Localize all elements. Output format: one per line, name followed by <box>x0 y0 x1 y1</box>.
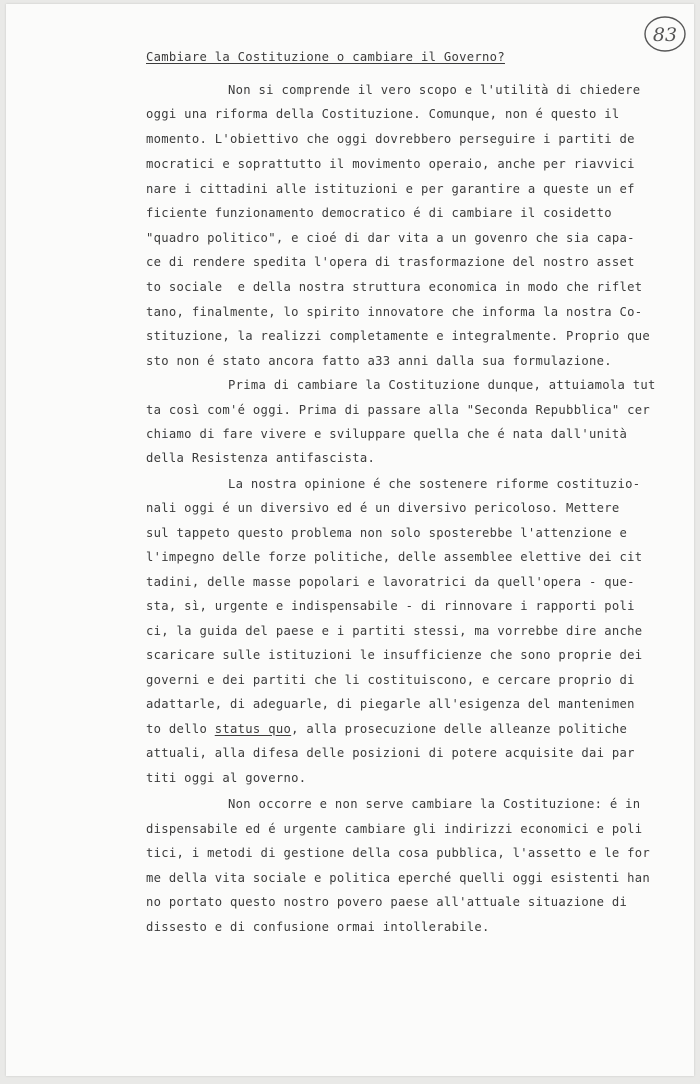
text-line: tadini, delle masse popolari e lavoratrici da quell'opera - que- <box>146 575 635 589</box>
text-line: to sociale e della nostra struttura economica in modo che riflet <box>146 280 643 294</box>
text-line: stituzione, la realizzi completamente e integralmente. Proprio que <box>146 329 651 343</box>
text-line: chiamo di fare vivere e sviluppare quella che é nata dall'unità <box>146 427 628 441</box>
text-line: sto non é stato ancora fatto a33 anni dalla sua formulazione. <box>146 354 612 368</box>
document-page <box>6 4 694 1076</box>
text-line: attuali, alla difesa delle posizioni di potere acquisite dai par <box>146 746 635 760</box>
text-line: governi e dei partiti che li costituiscono, e cercare proprio di <box>146 673 635 687</box>
text-line: ficiente funzionamento democratico é di cambiare il cosidetto <box>146 206 612 220</box>
text-line: me della vita sociale e politica eperché quelli oggi esistenti han <box>146 871 651 885</box>
text-line: Non occorre e non serve cambiare la Costituzione: é in <box>228 797 641 811</box>
text-line: ci, la guida del paese e i partiti stessi, ma vorrebbe dire anche <box>146 624 643 638</box>
text-line: sul tappeto questo problema non solo sposterebbe l'attenzione e <box>146 526 628 540</box>
text-line: della Resistenza antifascista. <box>146 451 376 465</box>
text-line: oggi una riforma della Costituzione. Comunque, non é questo il <box>146 107 620 121</box>
text-line: dissesto e di confusione ormai intollerabile. <box>146 920 490 934</box>
text-line: momento. L'obiettivo che oggi dovrebbero perseguire i partiti de <box>146 132 635 146</box>
text-line: dispensabile ed é urgente cambiare gli indirizzi economici e poli <box>146 822 643 836</box>
text-segment: , alla prosecuzione delle alleanze politiche <box>291 722 628 736</box>
document-body <box>6 4 694 1076</box>
text-line: no portato questo nostro povero paese all'attuale situazione di <box>146 895 628 909</box>
text-segment: to dello <box>146 722 215 736</box>
text-line: sta, sì, urgente e indispensabile - di rinnovare i rapporti poli <box>146 599 635 613</box>
text-line: "quadro politico", e cioé di dar vita a un govenro che sia capa- <box>146 231 635 245</box>
text-line: l'impegno delle forze politiche, delle assemblee elettive dei cit <box>146 550 643 564</box>
underlined-term: status quo <box>214 722 292 736</box>
text-line: tano, finalmente, lo spirito innovatore che informa la nostra Co- <box>146 305 643 319</box>
document-title: Cambiare la Costituzione o cambiare il Governo? <box>146 50 505 64</box>
text-line: scaricare sulle istituzioni le insufficienze che sono proprie dei <box>146 648 643 662</box>
text-line: nare i cittadini alle istituzioni e per garantire a queste un ef <box>146 182 635 196</box>
text-line: tici, i metodi di gestione della cosa pubblica, l'assetto e le for <box>146 846 651 860</box>
text-line: adattarle, di adeguarle, di piegarle all'esigenza del mantenimen <box>146 697 635 711</box>
text-line: La nostra opinione é che sostenere riforme costituzio- <box>228 477 641 491</box>
text-line: titi oggi al governo. <box>146 771 307 785</box>
text-line: mocratici e soprattutto il movimento operaio, anche per riavvici <box>146 157 635 171</box>
text-line: Non si comprende il vero scopo e l'utilità di chiedere <box>228 83 641 97</box>
text-line: ta così com'é oggi. Prima di passare alla "Seconda Repubblica" cer <box>146 403 651 417</box>
text-line-with-emphasis <box>146 722 627 736</box>
text-line: Prima di cambiare la Costituzione dunque, attuiamola tut <box>228 378 656 392</box>
text-line: ce di rendere spedita l'opera di trasformazione del nostro asset <box>146 255 635 269</box>
stamp-number: 83 <box>652 24 678 46</box>
text-line: nali oggi é un diversivo ed é un diversivo pericoloso. Mettere <box>146 501 620 515</box>
